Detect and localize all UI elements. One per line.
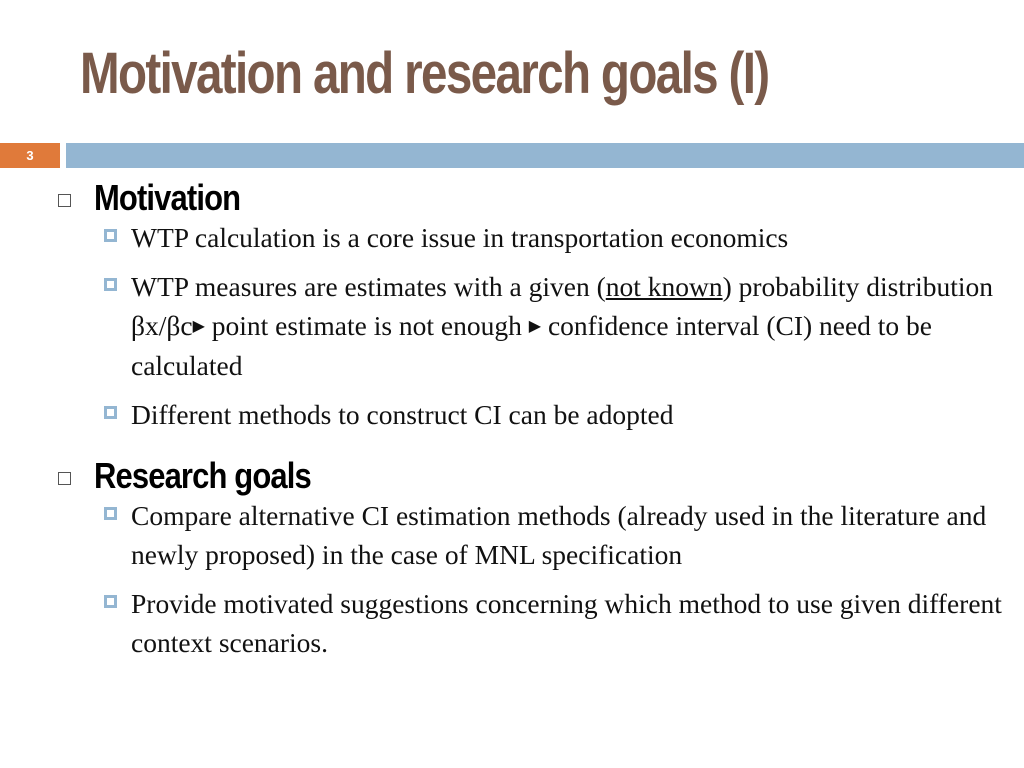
list-item-text: WTP calculation is a core issue in transportation economics	[131, 222, 789, 253]
list-item-text: Compare alternative CI estimation methods (already used in the literature and newly proposed) in the case of MNL specification	[131, 500, 987, 570]
research-goals-heading: Research goals	[94, 455, 311, 496]
square-bullet-icon	[104, 406, 117, 419]
list-item	[104, 496, 1024, 574]
list-item	[104, 218, 1024, 257]
research-goals-header	[58, 456, 1024, 496]
square-bullet-icon	[104, 278, 117, 291]
list-item	[104, 584, 1024, 662]
text-fragment: ) probability distribution βx/βc	[131, 271, 994, 341]
list-item-text: Different methods to construct CI can be adopted	[131, 399, 674, 430]
text-fragment: WTP measures are estimates with a given (	[131, 271, 606, 302]
square-bullet-icon	[104, 595, 117, 608]
list-item-text: Provide motivated suggestions concerning which method to use given different context scenarios.	[131, 588, 1002, 658]
text-fragment: confidence interval (CI) need to be calculated	[131, 310, 933, 381]
square-bullet-icon	[104, 507, 117, 520]
header-divider-bar	[66, 143, 1024, 168]
text-fragment: point estimate is not enough	[204, 310, 529, 341]
research-goals-section	[58, 456, 1024, 672]
list-item	[104, 267, 1024, 385]
slide-number: 3	[0, 143, 60, 168]
arrow-right-icon: ▶	[192, 318, 205, 335]
motivation-section	[58, 178, 1024, 444]
square-bullet-icon	[58, 472, 71, 485]
underlined-text: not known	[605, 271, 723, 302]
square-bullet-icon	[104, 229, 117, 242]
arrow-right-icon: ▶	[528, 318, 542, 335]
list-item-text	[131, 267, 1024, 385]
list-item	[104, 395, 1024, 434]
motivation-header	[58, 178, 1024, 218]
square-bullet-icon	[58, 194, 71, 207]
motivation-list	[104, 218, 1024, 434]
slide-title: Motivation and research goals (I)	[80, 41, 769, 106]
research-goals-list	[104, 496, 1024, 662]
motivation-heading: Motivation	[94, 177, 241, 218]
